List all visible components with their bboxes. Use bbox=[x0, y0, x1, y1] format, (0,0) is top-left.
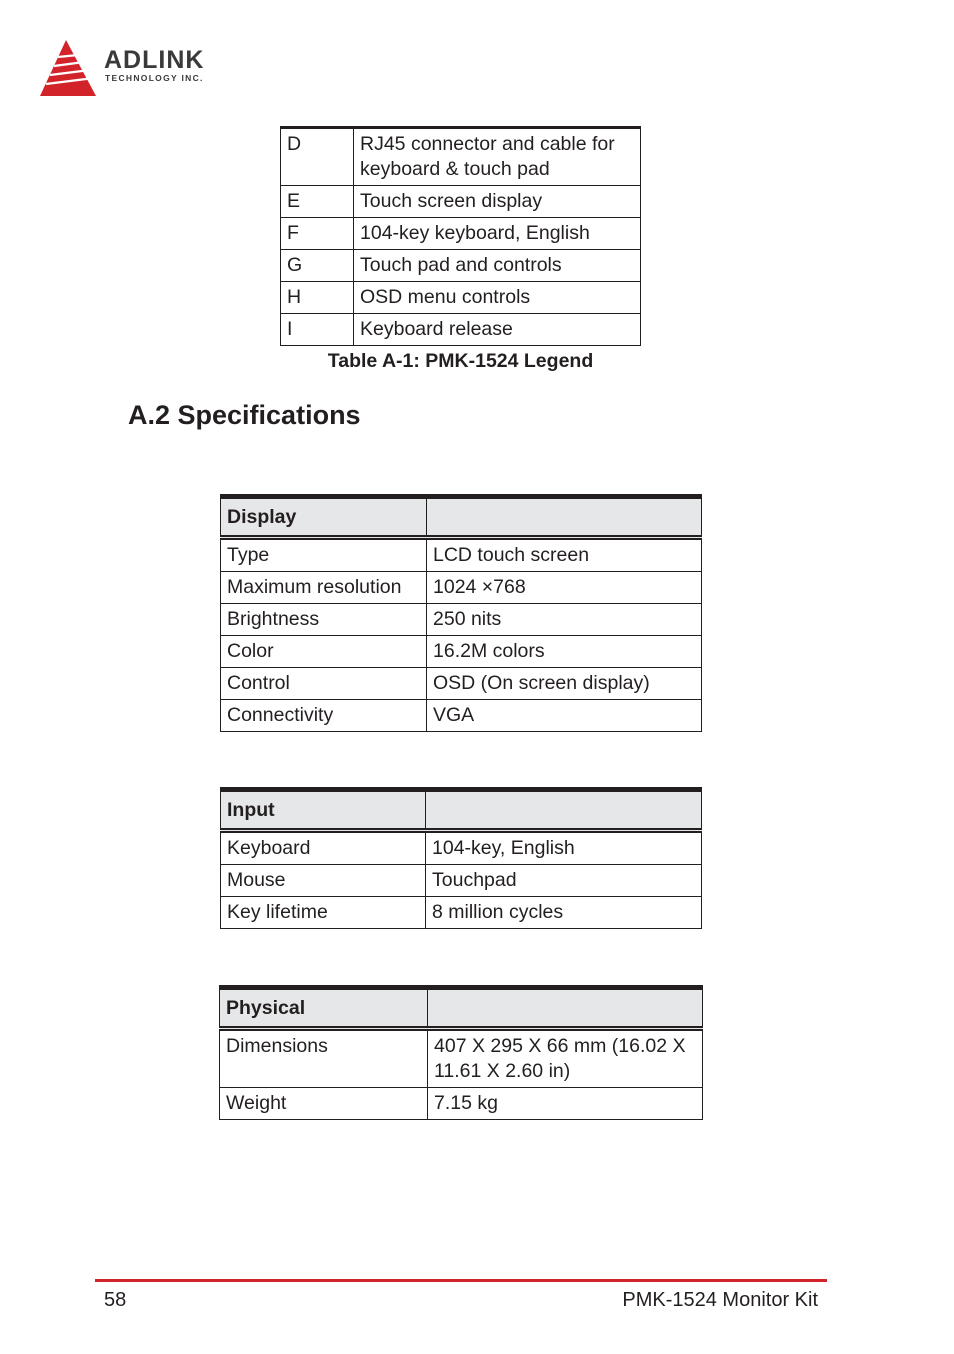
row-label-cell: Keyboard bbox=[221, 831, 426, 865]
row-label-cell: Type bbox=[221, 538, 427, 572]
row-value-cell: VGA bbox=[427, 700, 702, 732]
table-header-cell: Input bbox=[221, 790, 426, 831]
table-header-cell: Physical bbox=[220, 988, 428, 1029]
legend-table bbox=[280, 126, 641, 346]
row-value-cell: OSD (On screen display) bbox=[427, 668, 702, 700]
row-label-cell: H bbox=[281, 282, 354, 314]
page-number: 58 bbox=[104, 1289, 127, 1311]
row-value-cell: RJ45 connector and cable for keyboard & touch pad bbox=[354, 128, 641, 186]
table-row bbox=[221, 865, 702, 897]
input-spec-table bbox=[220, 787, 702, 929]
table-caption: Table A-1: PMK-1524 Legend bbox=[327, 350, 594, 372]
row-label-cell: Brightness bbox=[221, 604, 427, 636]
row-value-cell: Touch pad and controls bbox=[354, 250, 641, 282]
table-header-cell: Display bbox=[221, 497, 427, 538]
footer-divider bbox=[95, 1279, 827, 1282]
logo-wordmark: ADLINK bbox=[104, 46, 205, 74]
row-label-cell: Dimensions bbox=[220, 1029, 428, 1088]
table-row bbox=[220, 1029, 703, 1088]
row-value-cell: LCD touch screen bbox=[427, 538, 702, 572]
row-value-cell: OSD menu controls bbox=[354, 282, 641, 314]
adlink-triangle-icon bbox=[38, 38, 102, 98]
row-value-cell: 407 X 295 X 66 mm (16.02 X 11.61 X 2.60 in) bbox=[428, 1029, 703, 1088]
row-value-cell: 8 million cycles bbox=[426, 897, 702, 929]
row-value-cell: Touch screen display bbox=[354, 186, 641, 218]
table-row bbox=[221, 700, 702, 732]
table-header-empty-cell bbox=[426, 790, 702, 831]
table-row bbox=[221, 636, 702, 668]
row-value-cell: Keyboard release bbox=[354, 314, 641, 346]
table-header-empty-cell bbox=[427, 497, 702, 538]
table-row bbox=[221, 572, 702, 604]
row-label-cell: Weight bbox=[220, 1088, 428, 1120]
row-value-cell: 1024 ×768 bbox=[427, 572, 702, 604]
table-row bbox=[281, 218, 641, 250]
row-label-cell: Mouse bbox=[221, 865, 426, 897]
table-row bbox=[281, 314, 641, 346]
row-label-cell: D bbox=[281, 128, 354, 186]
table-row bbox=[281, 250, 641, 282]
row-value-cell: 250 nits bbox=[427, 604, 702, 636]
physical-spec-table bbox=[219, 985, 703, 1120]
logo-subtitle: TECHNOLOGY INC. bbox=[105, 73, 204, 83]
section-heading: A.2 Specifications bbox=[128, 400, 361, 430]
table-header-row bbox=[220, 988, 703, 1029]
table-header-empty-cell bbox=[428, 988, 703, 1029]
row-label-cell: Key lifetime bbox=[221, 897, 426, 929]
row-value-cell: 7.15 kg bbox=[428, 1088, 703, 1120]
row-label-cell: Color bbox=[221, 636, 427, 668]
row-label-cell: Maximum resolution bbox=[221, 572, 427, 604]
table-row bbox=[221, 604, 702, 636]
table-row bbox=[281, 282, 641, 314]
table-row bbox=[220, 1088, 703, 1120]
table-row bbox=[281, 186, 641, 218]
row-label-cell: Control bbox=[221, 668, 427, 700]
row-value-cell: 104-key keyboard, English bbox=[354, 218, 641, 250]
row-value-cell: Touchpad bbox=[426, 865, 702, 897]
row-label-cell: F bbox=[281, 218, 354, 250]
table-row bbox=[221, 897, 702, 929]
row-label-cell: I bbox=[281, 314, 354, 346]
row-label-cell: G bbox=[281, 250, 354, 282]
row-value-cell: 104-key, English bbox=[426, 831, 702, 865]
row-label-cell: Connectivity bbox=[221, 700, 427, 732]
table-row bbox=[281, 128, 641, 186]
footer-doc-title: PMK-1524 Monitor Kit bbox=[622, 1289, 818, 1311]
row-value-cell: 16.2M colors bbox=[427, 636, 702, 668]
table-row bbox=[221, 538, 702, 572]
table-header-row bbox=[221, 790, 702, 831]
adlink-logo bbox=[38, 38, 238, 100]
row-label-cell: E bbox=[281, 186, 354, 218]
display-spec-table bbox=[220, 494, 702, 732]
table-header-row bbox=[221, 497, 702, 538]
table-row bbox=[221, 831, 702, 865]
table-row bbox=[221, 668, 702, 700]
